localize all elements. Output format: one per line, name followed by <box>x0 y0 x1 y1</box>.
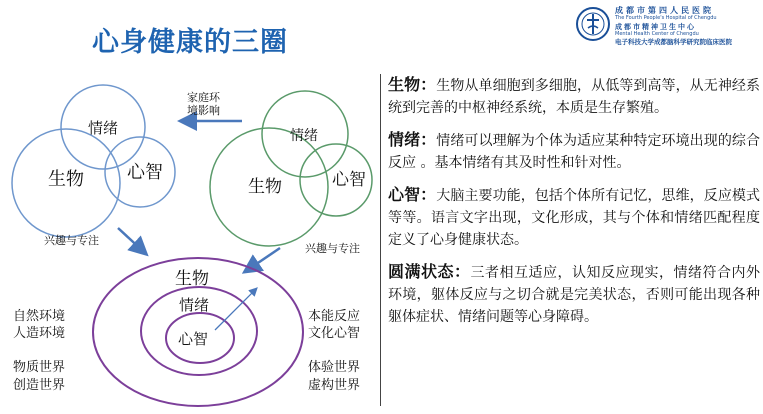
bottom-biology-label: 生物 <box>175 269 209 289</box>
description-fulfilled-state <box>388 261 760 328</box>
side-right-label-1: 本能反应 <box>308 309 361 324</box>
description-biology <box>388 74 760 119</box>
affiliation-cn: 电子科技大学成都脑科学研究院临床医院 <box>615 38 732 46</box>
left-interest-label: 兴趣与专注 <box>44 234 99 247</box>
text-mind: 大脑主要功能，包括个体所有记忆，思维，反应模式等等。语言文字出现，文化形成，其与个体和情绪匹配程度定义了心身健康状态。 <box>388 188 760 248</box>
center-name-cn: 成都市精神卫生中心 <box>615 23 696 31</box>
term-emotion: 情绪： <box>388 130 437 149</box>
left-mind-label: 心智 <box>127 162 163 183</box>
side-left-label-4: 创造世界 <box>13 378 66 393</box>
right-mind-label: 心智 <box>332 170 366 190</box>
description-mind <box>388 184 760 251</box>
side-left-label-2: 人造环境 <box>13 326 66 341</box>
page-title: 心身健康的三圈 <box>92 27 288 58</box>
side-left-label-1: 自然环境 <box>13 309 66 324</box>
text-emotion: 情绪可以理解为个体为适应某种特定环境出现的综合反应 。基本情绪有其及时性和针对性。 <box>388 133 760 171</box>
column-divider <box>380 74 381 406</box>
term-biology: 生物： <box>388 75 437 94</box>
right-biology-label: 生物 <box>248 177 282 197</box>
bottom-mind-label: 心智 <box>177 330 209 348</box>
center-name-en: Mental Health Center of Chengdu <box>615 31 699 37</box>
text-biology: 生物从单细胞到多细胞，从低等到高等，从无神经系统到完善的中枢神经系统，本质是生存繁殖。 <box>388 78 760 116</box>
side-left-label-3: 物质世界 <box>13 360 66 375</box>
description-emotion <box>388 129 760 174</box>
bottom-emotion-label: 情绪 <box>178 296 210 314</box>
right-interest-label: 兴趣与专注 <box>305 242 360 255</box>
hospital-name-cn: 成都市第四人民医院 <box>615 6 714 15</box>
family-influence-label-line2: 境影响 <box>187 104 220 117</box>
family-influence-label-line1: 家庭环 <box>187 91 220 104</box>
term-mind: 心智： <box>388 185 437 204</box>
hospital-logo <box>575 2 763 48</box>
three-circles-diagram <box>0 0 380 414</box>
left-emotion-label: 情绪 <box>87 119 119 137</box>
text-fulfilled-state: 三者相互适应，认知反应现实，情绪符合内外环境，躯体反应与之切合就是完美状态，否则可能出现各种躯体症状、情绪问题等心身障碍。 <box>388 265 760 325</box>
left-biology-label: 生物 <box>48 169 84 190</box>
side-right-label-4: 虚构世界 <box>308 378 361 393</box>
side-right-label-3: 体验世界 <box>308 360 361 375</box>
side-right-label-2: 文化心智 <box>308 326 361 341</box>
hospital-name-en: The Fourth People's Hospital of Chengdu <box>615 15 717 21</box>
description-panel <box>388 74 760 338</box>
left-interest-arrow <box>118 228 145 253</box>
right-emotion-label: 情绪 <box>290 128 318 144</box>
hospital-emblem-icon <box>575 4 611 44</box>
term-fulfilled-state: 圆满状态： <box>388 262 471 281</box>
